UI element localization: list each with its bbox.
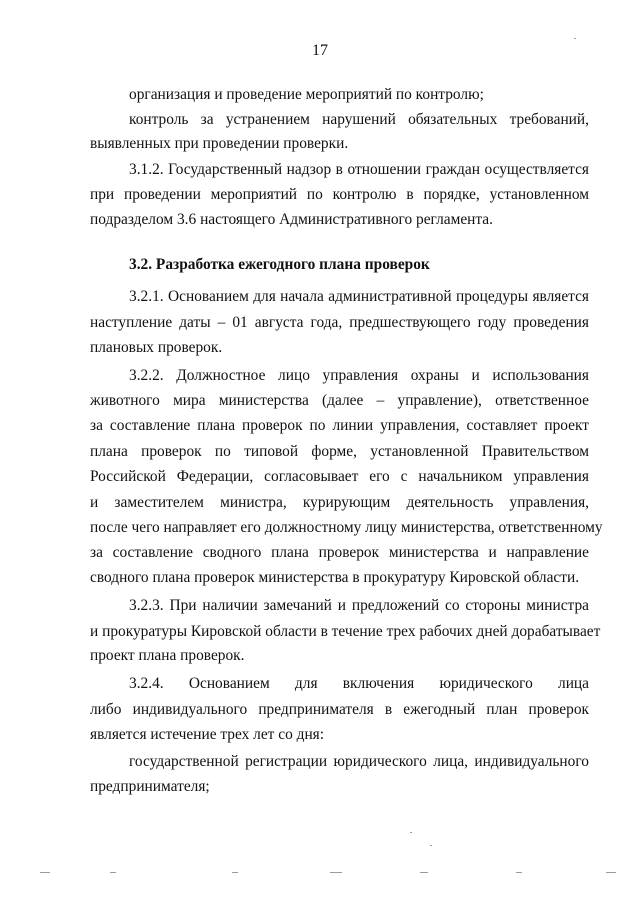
paragraph-line: либо индивидуального предпринимателя в ежегодный план проверок: [90, 701, 589, 718]
paragraph-line: за составление плана проверок по линии управления, составляет проект: [90, 417, 589, 434]
paragraph-line: после чего направляет его должностному лицу министерства, ответственному: [90, 519, 603, 536]
paragraph-line: 3.2.1. Основанием для начала административной процедуры является: [129, 288, 589, 305]
scan-speck: [430, 845, 432, 846]
paragraph-line: плановых проверок.: [90, 339, 223, 356]
paragraph-line: 3.2.2. Должностное лицо управления охраны и использования: [129, 367, 589, 384]
paragraph-line: наступление даты – 01 августа года, предшествующего году проведения: [90, 314, 589, 331]
scan-speck: [410, 832, 412, 833]
paragraph-line: 3.2.4. Основанием для включения юридического лица: [129, 675, 589, 692]
scan-speck: [516, 872, 522, 873]
paragraph-line: Российской Федерации, согласовывает его с начальником управления: [90, 468, 589, 485]
page-number: 17: [312, 42, 328, 59]
paragraph-line: государственной регистрации юридического лица, индивидуального: [129, 753, 589, 770]
paragraph-line: плана проверок по типовой форме, установленной Правительством: [90, 443, 589, 460]
paragraph-line: предпринимателя;: [90, 778, 210, 795]
paragraph-line: проект плана проверок.: [90, 647, 245, 664]
scan-speck: [420, 872, 428, 873]
paragraph-line: является истечение трех лет со дня:: [90, 726, 325, 743]
scan-speck: [574, 38, 576, 39]
scan-speck: [232, 872, 238, 873]
scan-speck: [40, 872, 50, 873]
paragraph-line: выявленных при проведении проверки.: [90, 135, 349, 152]
scan-speck: [110, 872, 116, 873]
paragraph-line: при проведении мероприятий по контролю в порядке, установленном: [90, 186, 589, 203]
paragraph-line: сводного плана проверок министерства в прокуратуру Кировской области.: [90, 569, 580, 586]
section-heading: 3.2. Разработка ежегодного плана проверок: [129, 256, 430, 273]
paragraph-line: организация и проведение мероприятий по контролю;: [129, 86, 484, 103]
scan-speck: [606, 872, 616, 873]
scan-speck: [330, 872, 342, 873]
paragraph-line: 3.2.3. При наличии замечаний и предложений со стороны министра: [129, 597, 589, 614]
paragraph-line: за составление сводного плана проверок министерства и направление: [90, 544, 589, 561]
paragraph-line: 3.1.2. Государственный надзор в отношении граждан осуществляется: [129, 161, 589, 178]
paragraph-line: подразделом 3.6 настоящего Административного регламента.: [90, 211, 493, 228]
paragraph-line: и прокуратуры Кировской области в течение трех рабочих дней дорабатывает: [90, 623, 601, 640]
paragraph-line: и заместителем министра, курирующим деятельность управления,: [90, 494, 589, 511]
paragraph-line: контроль за устранением нарушений обязательных требований,: [129, 111, 589, 128]
paragraph-line: животного мира министерства (далее – управление), ответственное: [90, 392, 589, 409]
